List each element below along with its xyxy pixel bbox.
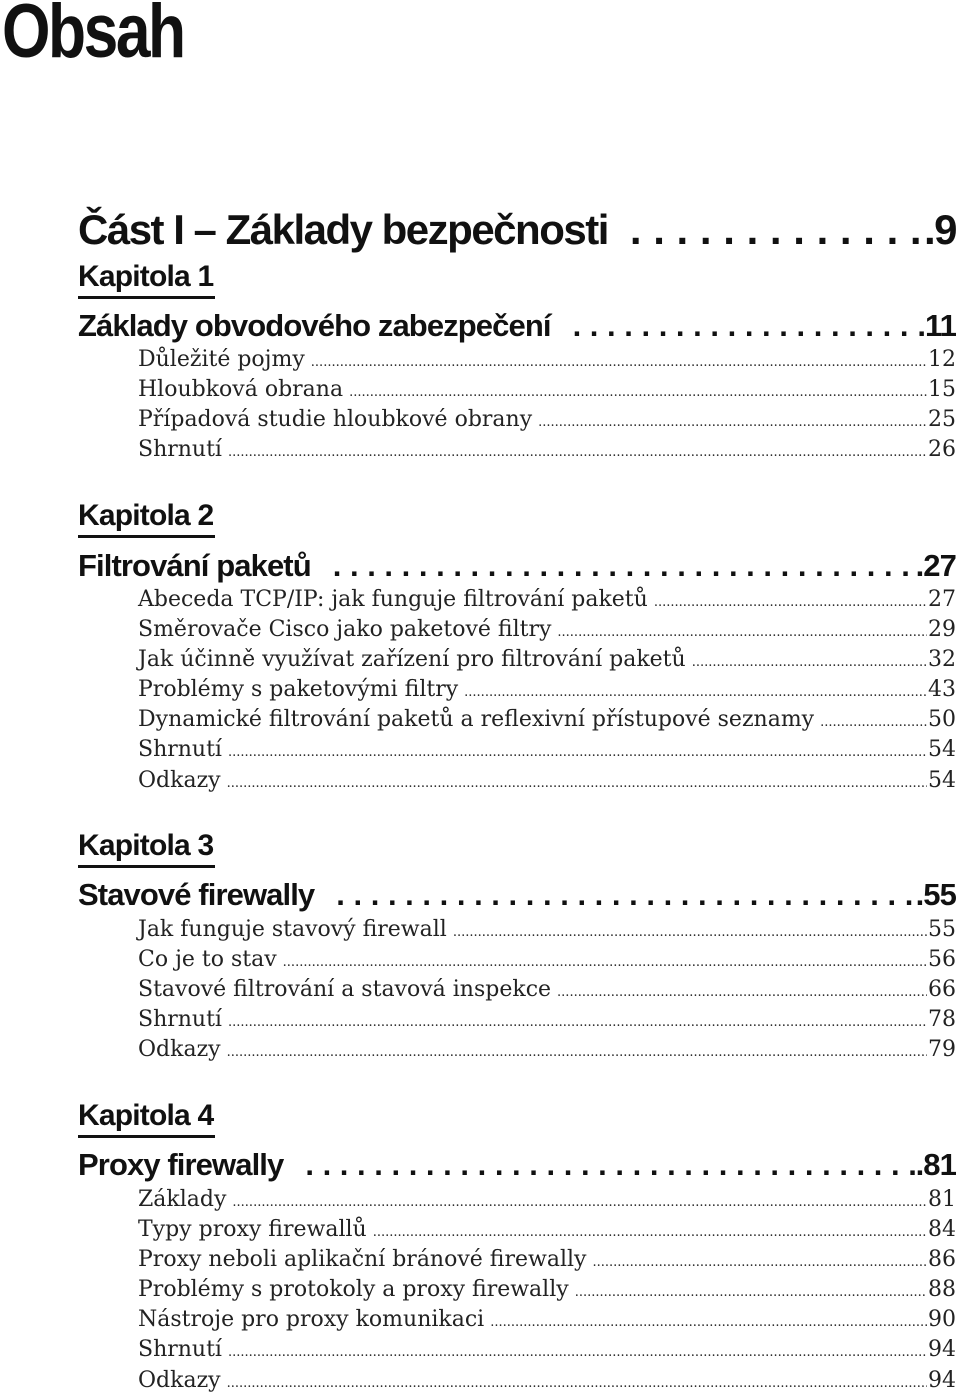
chapter-heading[interactable]	[78, 306, 956, 346]
toc-entry[interactable]	[138, 1245, 956, 1275]
chapter-heading[interactable]	[78, 875, 956, 915]
dot-leader	[333, 546, 916, 586]
dot-leader	[227, 1369, 927, 1399]
entry-page-number: 84	[928, 1217, 956, 1243]
entry-title: Případová studie hloubkové obrany	[138, 407, 533, 433]
entry-title: Jak funguje stavový firewall	[138, 917, 447, 942]
entry-title: Typy proxy firewallů	[138, 1217, 367, 1243]
chapter-label: Kapitola 3	[78, 827, 215, 868]
dot-leader	[573, 306, 918, 346]
toc-entry[interactable]	[138, 766, 956, 796]
entry-page-number: 78	[928, 1007, 956, 1033]
dot-leader	[228, 1338, 927, 1368]
entry-title: Shrnutí	[138, 437, 222, 463]
toc-entry[interactable]	[138, 735, 956, 765]
chapter-title: Proxy firewally	[78, 1145, 305, 1185]
toc-entry[interactable]	[138, 615, 956, 645]
dot-leader	[630, 206, 924, 254]
entry-page-number: 55	[928, 917, 956, 942]
chapter-title: Základy obvodového zabezpečení	[78, 306, 573, 346]
dot-leader	[349, 378, 927, 408]
chapter-page-number: .81	[915, 1147, 956, 1182]
toc-entry[interactable]	[138, 1035, 956, 1065]
entry-page-number: 79	[928, 1037, 956, 1063]
entry-page-number: 94	[928, 1337, 956, 1363]
entry-page-number: 90	[928, 1307, 956, 1333]
dot-leader	[227, 1038, 927, 1068]
entry-page-number: 15	[928, 377, 956, 403]
entry-title: Dynamické filtrování paketů a reflexivní přístupové seznamy	[138, 707, 815, 733]
toc-entry[interactable]	[138, 405, 956, 435]
entry-title: Nástroje pro proxy komunikaci	[138, 1307, 485, 1333]
toc-entry[interactable]	[138, 705, 956, 735]
entry-title: Co je to stav	[138, 947, 277, 973]
dot-leader	[692, 648, 927, 678]
toc-entry[interactable]	[138, 435, 956, 465]
dot-leader	[464, 678, 927, 708]
entry-page-number: 54	[928, 737, 956, 763]
toc-entry[interactable]	[138, 585, 956, 615]
chapter-heading[interactable]	[78, 546, 956, 586]
toc-entry[interactable]	[138, 1215, 956, 1245]
entry-title: Problémy s paketovými filtry	[138, 677, 459, 703]
dot-leader	[305, 1145, 915, 1185]
chapter-label: Kapitola 4	[78, 1097, 215, 1138]
entry-page-number: 50	[928, 707, 956, 733]
entry-title: Směrovače Cisco jako paketové filtry	[138, 617, 552, 643]
entry-title: Odkazy	[138, 1367, 221, 1393]
entry-page-number: 29	[928, 617, 956, 643]
toc-entry[interactable]	[138, 1275, 956, 1305]
dot-leader	[490, 1308, 927, 1338]
entry-page-number: 56	[928, 947, 956, 973]
chapter-title: Stavové firewally	[78, 875, 336, 915]
chapter-page-number: .11	[917, 308, 956, 343]
entry-title: Problémy s protokoly a proxy firewally	[138, 1277, 569, 1303]
section-list	[138, 1185, 956, 1396]
dot-leader	[227, 769, 927, 799]
entry-page-number: 27	[928, 587, 956, 612]
toc-entry[interactable]	[138, 945, 956, 975]
chapter-page-number: .55	[915, 877, 956, 912]
chapter-label: Kapitola 1	[78, 258, 215, 299]
entry-title: Základy	[138, 1187, 227, 1212]
dot-leader	[538, 408, 927, 438]
toc-entry[interactable]	[138, 1185, 956, 1215]
toc-entry[interactable]	[138, 1366, 956, 1396]
toc-entry[interactable]	[138, 975, 956, 1005]
dot-leader	[336, 875, 915, 915]
chapter-title: Filtrování paketů	[78, 546, 333, 586]
toc-entry[interactable]	[138, 375, 956, 405]
dot-leader	[283, 948, 927, 978]
toc-entry[interactable]	[138, 1005, 956, 1035]
entry-title: Odkazy	[138, 767, 221, 793]
toc-entry[interactable]	[138, 675, 956, 705]
entry-title: Důležité pojmy	[138, 347, 305, 372]
entry-page-number: 26	[928, 437, 956, 463]
entry-page-number: 81	[928, 1187, 956, 1212]
dot-leader	[453, 918, 927, 948]
toc-entry[interactable]	[138, 645, 956, 675]
dot-leader	[820, 708, 927, 738]
entry-page-number: 32	[928, 647, 956, 673]
part-title: Část I – Základy bezpečnosti	[78, 206, 630, 254]
dot-leader	[575, 1278, 927, 1308]
chapter-heading[interactable]	[78, 1145, 956, 1185]
entry-page-number: 43	[928, 677, 956, 703]
dot-leader	[592, 1248, 927, 1278]
toc-entry[interactable]	[138, 1305, 956, 1335]
entry-title: Abeceda TCP/IP: jak funguje filtrování paketů	[138, 587, 648, 612]
dot-leader	[228, 738, 927, 768]
dot-leader	[373, 1218, 927, 1248]
dot-leader	[228, 1008, 927, 1038]
entry-title: Stavové filtrování a stavová inspekce	[138, 977, 552, 1003]
entry-title: Shrnutí	[138, 737, 222, 763]
entry-page-number: 12	[928, 347, 956, 372]
entry-page-number: 94	[928, 1367, 956, 1393]
dot-leader	[557, 978, 927, 1008]
dot-leader	[557, 618, 927, 648]
section-list	[138, 585, 956, 796]
page-title: Obsah	[2, 0, 184, 74]
entry-page-number: 86	[928, 1247, 956, 1273]
section-list	[138, 345, 956, 465]
entry-title: Proxy neboli aplikační bránové firewally	[138, 1247, 587, 1273]
entry-title: Shrnutí	[138, 1337, 222, 1363]
entry-page-number: 25	[928, 407, 956, 433]
chapter-label: Kapitola 2	[78, 497, 215, 538]
part-heading[interactable]	[78, 198, 956, 254]
entry-title: Odkazy	[138, 1037, 221, 1063]
toc-entry[interactable]	[138, 345, 956, 375]
chapter-page-number: .27	[915, 548, 956, 583]
toc-entry[interactable]	[138, 1335, 956, 1365]
entry-title: Jak účinně využívat zařízení pro filtrování paketů	[138, 647, 686, 673]
entry-page-number: 66	[928, 977, 956, 1003]
dot-leader	[232, 1188, 927, 1218]
entry-title: Shrnutí	[138, 1007, 222, 1033]
dot-leader	[654, 588, 927, 618]
dot-leader	[228, 438, 927, 468]
entry-page-number: 54	[928, 767, 956, 793]
entry-page-number: 88	[928, 1277, 956, 1303]
entry-title: Hloubková obrana	[138, 377, 344, 403]
dot-leader	[311, 348, 927, 378]
toc-entry[interactable]	[138, 915, 956, 945]
part-page-number: .9	[923, 206, 956, 253]
section-list	[138, 915, 956, 1065]
